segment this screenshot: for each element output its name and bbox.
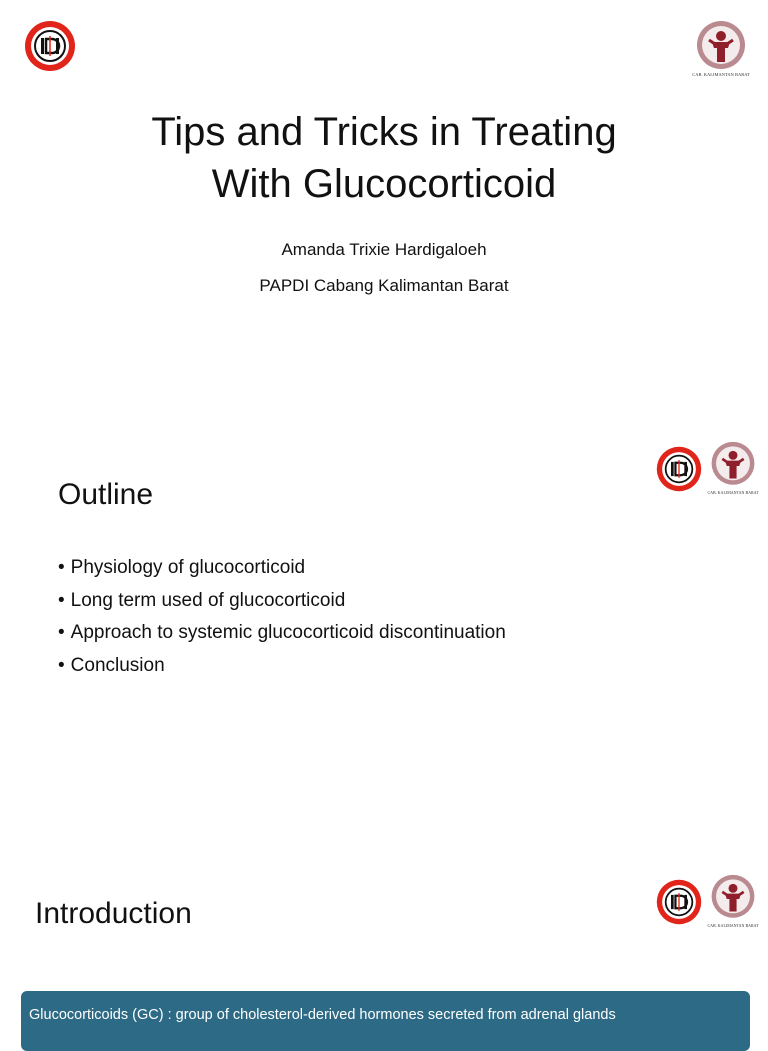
list-item: • Physiology of glucocorticoid <box>58 552 506 585</box>
callout-text: Glucocorticoids (GC) : group of cholesterol-derived hormones secreted from adrenal glands <box>29 1007 616 1023</box>
papdi-logo-caption: CAB. KALIMANTAN BARAT <box>692 72 750 77</box>
idi-logo-icon <box>23 19 77 73</box>
papdi-logo-icon <box>693 20 749 76</box>
papdi-logo-icon <box>708 441 758 491</box>
title-slide <box>0 0 768 432</box>
idi-logo-icon <box>655 445 703 493</box>
title-line-2: With Glucocorticoid <box>211 162 557 206</box>
outline-list <box>58 552 506 682</box>
papdi-logo-caption: CAB. KALIMANTAN BARAT <box>707 490 759 495</box>
papdi-logo-caption: CAB. KALIMANTAN BARAT <box>707 923 759 928</box>
definition-callout <box>21 991 750 1051</box>
author-name: Amanda Trixie Hardigaloeh <box>281 240 487 259</box>
papdi-logo-icon <box>708 874 758 924</box>
introduction-slide <box>0 864 768 1024</box>
presentation-title <box>0 106 768 210</box>
list-item: • Approach to systemic glucocorticoid discontinuation <box>58 617 506 650</box>
introduction-heading: Introduction <box>35 897 192 930</box>
list-item: • Conclusion <box>58 650 506 683</box>
outline-slide <box>0 432 768 864</box>
title-line-1: Tips and Tricks in Treating <box>151 110 617 154</box>
idi-logo-icon <box>655 878 703 926</box>
outline-heading: Outline <box>58 478 154 511</box>
author-affiliation: PAPDI Cabang Kalimantan Barat <box>259 276 509 295</box>
list-item: • Long term used of glucocorticoid <box>58 585 506 618</box>
